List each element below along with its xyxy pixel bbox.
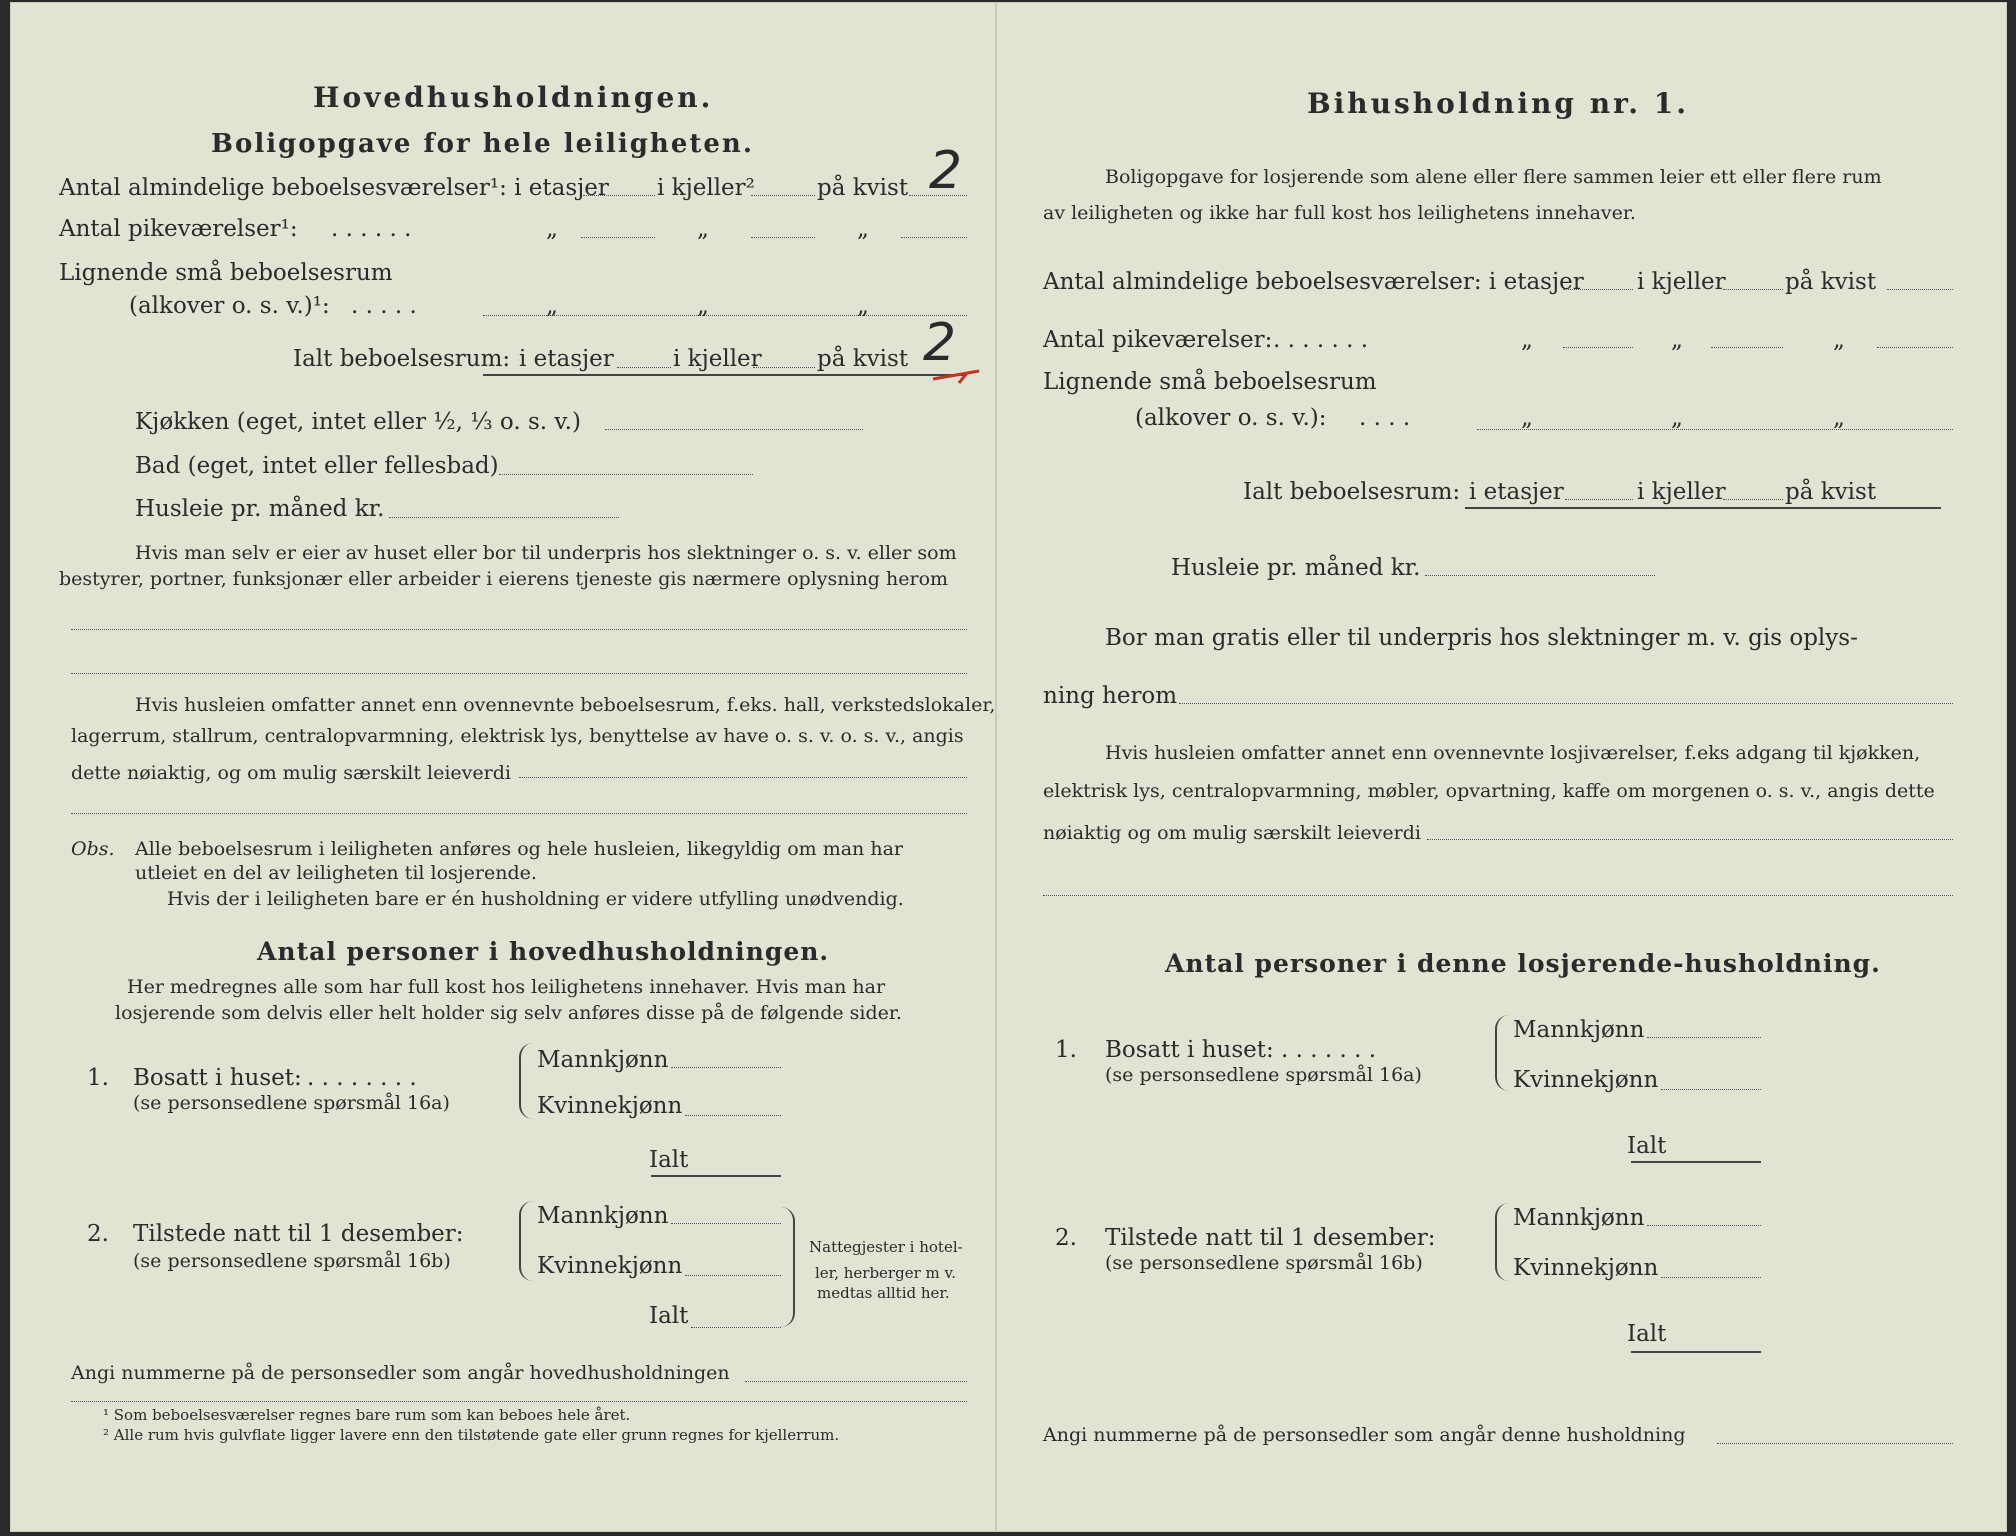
left-ialt-etasjer-line[interactable] bbox=[617, 367, 671, 368]
right-bosatt-dots: . . . . . . . bbox=[1281, 1037, 1377, 1063]
left-lign-dots: . . . . . bbox=[351, 293, 417, 319]
left-husleie: Husleie pr. måned kr. bbox=[135, 496, 385, 522]
left-pike-dots: . . . . . . bbox=[331, 216, 412, 242]
right-gratis-line[interactable] bbox=[1179, 703, 1953, 704]
left-pike-kjeller-line[interactable] bbox=[751, 237, 815, 238]
right-tilstede: Tilstede natt til 1 desember: bbox=[1105, 1225, 1436, 1251]
right-bosatt-kvinne: Kvinnekjønn bbox=[1513, 1067, 1659, 1093]
left-oms-1: Hvis husleien omfatter annet enn ovennevnte beboelsesrum, f.eks. hall, verkstedslokaler, bbox=[135, 694, 996, 716]
left-obs-label: Obs. bbox=[71, 838, 115, 860]
right-lign-quote-3: „ bbox=[1833, 405, 1845, 431]
left-lign-quote-1: „ bbox=[546, 293, 558, 319]
left-obs-1: Alle beboelsesrum i leiligheten anføres og hele husleien, likegyldig om man har bbox=[135, 838, 903, 860]
right-intro-1: Boligopgave for losjerende som alene eller flere sammen leier ett eller flere rum bbox=[1105, 166, 1882, 188]
left-num-2: 2. bbox=[87, 1221, 109, 1247]
left-bosatt-kvinne: Kvinnekjønn bbox=[537, 1093, 683, 1119]
left-pike-etasjer-line[interactable] bbox=[581, 237, 655, 238]
right-tilstede-mann-line[interactable] bbox=[1647, 1225, 1761, 1226]
left-bosatt-mann: Mannkjønn bbox=[537, 1047, 669, 1073]
right-oms-line-2[interactable] bbox=[1043, 895, 1953, 896]
left-tilstede: Tilstede natt til 1 desember: bbox=[133, 1221, 464, 1247]
right-ialt-kvist: på kvist bbox=[1785, 479, 1877, 505]
left-bosatt-ialt-line[interactable] bbox=[651, 1175, 781, 1177]
right-bosatt-kvinne-line[interactable] bbox=[1661, 1089, 1761, 1090]
left-tilstede-mann: Mannkjønn bbox=[537, 1203, 669, 1229]
left-num-1: 1. bbox=[87, 1065, 109, 1091]
right-pike-quote-1: „ bbox=[1521, 327, 1533, 353]
left-bosatt-kvinne-line[interactable] bbox=[685, 1115, 781, 1116]
left-oms-3: dette nøiaktig, og om mulig særskilt leieverdi bbox=[71, 762, 511, 784]
left-paa-kvist: på kvist bbox=[817, 175, 909, 201]
right-alm-kjeller-line[interactable] bbox=[1723, 289, 1783, 290]
right-ialt-etasjer-line[interactable] bbox=[1565, 499, 1633, 500]
right-title: Bihusholdning nr. 1. bbox=[1307, 87, 1689, 120]
right-ialt-underline bbox=[1465, 507, 1941, 509]
left-bosatt: Bosatt i huset: bbox=[133, 1065, 302, 1091]
left-bad: Bad (eget, intet eller fellesbad) bbox=[135, 453, 499, 479]
left-tilstede-brace bbox=[519, 1201, 535, 1281]
right-bosatt-ialt: Ialt bbox=[1627, 1133, 1667, 1159]
left-medregnes-2: losjerende som delvis eller helt holder sig selv anføres disse på de følgende sider. bbox=[115, 1002, 902, 1024]
left-angi: Angi nummerne på de personsedler som angår hovedhusholdningen bbox=[71, 1362, 730, 1384]
right-oms-3: nøiaktig og om mulig særskilt leieverdi bbox=[1043, 822, 1421, 844]
red-check-mark bbox=[929, 365, 989, 387]
left-bosatt-ialt: Ialt bbox=[649, 1147, 689, 1173]
right-num-1: 1. bbox=[1055, 1037, 1077, 1063]
right-gratis-2: ning herom bbox=[1043, 683, 1178, 709]
left-bosatt-dots: . . . . . . . . bbox=[307, 1065, 417, 1091]
right-alm-kjeller: i kjeller bbox=[1637, 269, 1726, 295]
right-gratis-1: Bor man gratis eller til underpris hos slektninger m. v. gis oplys- bbox=[1105, 625, 1858, 651]
left-pike-kvist-line[interactable] bbox=[901, 237, 967, 238]
left-row-alm-label: Antal almindelige beboelsesværelser¹: i etasjer bbox=[59, 175, 609, 201]
right-bosatt-ref: (se personsedlene spørsmål 16a) bbox=[1105, 1064, 1422, 1086]
left-eier-2: bestyrer, portner, funksjonær eller arbeider i eierens tjeneste gis nærmere oplysning herom bbox=[59, 568, 949, 590]
left-bosatt-brace bbox=[519, 1043, 535, 1119]
left-hand-ialt-kvist: 2 bbox=[923, 313, 957, 373]
left-row-lign-1: Lignende små beboelsesrum bbox=[59, 260, 393, 286]
right-husleie-line[interactable] bbox=[1425, 575, 1655, 576]
left-oms-2: lagerrum, stallrum, centralopvarmning, elektrisk lys, benyttelse av have o. s. v. o. s. v., angis bbox=[71, 725, 964, 747]
right-oms-line-1[interactable] bbox=[1427, 839, 1953, 840]
left-hand-alm-kvist: 2 bbox=[929, 141, 963, 201]
right-row-alm-label: Antal almindelige beboelsesværelser: i etasjer bbox=[1043, 269, 1584, 295]
left-ialt-underline bbox=[483, 374, 967, 376]
left-tilstede-mann-line[interactable] bbox=[671, 1223, 781, 1224]
left-ialt-kjeller-line[interactable] bbox=[753, 367, 815, 368]
right-angi: Angi nummerne på de personsedler som angår denne husholdning bbox=[1043, 1424, 1686, 1446]
left-footnote-2: ² Alle rum hvis gulvflate ligger lavere enn den tilstøtende gate eller grunn regnes for kjellerrum. bbox=[103, 1426, 840, 1444]
right-ialt-kjeller: i kjeller bbox=[1637, 479, 1726, 505]
right-tilstede-kvinne-line[interactable] bbox=[1661, 1277, 1761, 1278]
right-lign-baseline bbox=[1477, 429, 1953, 430]
left-ialt-kjeller: i kjeller bbox=[673, 346, 762, 372]
left-row-pike-label: Antal pikeværelser¹: bbox=[59, 216, 298, 242]
left-oms-line-1[interactable] bbox=[519, 777, 967, 778]
right-alm-kvist-line[interactable] bbox=[1887, 289, 1953, 290]
right-bosatt-mann: Mannkjønn bbox=[1513, 1017, 1645, 1043]
left-bosatt-ref: (se personsedlene spørsmål 16a) bbox=[133, 1092, 450, 1114]
left-ialt-label: Ialt beboelsesrum: bbox=[293, 346, 511, 372]
right-row-lign-2: (alkover o. s. v.): bbox=[1135, 405, 1327, 431]
left-footnote-1: ¹ Som beboelsesværelser regnes bare rum som kan beboes hele året. bbox=[103, 1406, 631, 1424]
right-row-pike-label: Antal pikeværelser: bbox=[1043, 327, 1273, 353]
left-natt-3: medtas alltid her. bbox=[817, 1284, 950, 1302]
left-oms-line-2[interactable] bbox=[71, 813, 967, 814]
right-num-2: 2. bbox=[1055, 1225, 1077, 1251]
right-bosatt: Bosatt i huset: bbox=[1105, 1037, 1274, 1063]
left-kjokken-line[interactable] bbox=[605, 429, 863, 430]
right-bosatt-brace bbox=[1495, 1015, 1511, 1091]
right-pike-etasjer-line[interactable] bbox=[1563, 347, 1633, 348]
right-oms-1: Hvis husleien omfatter annet enn ovennevnte losjiværelser, f.eks adgang til kjøkken, bbox=[1105, 742, 1921, 764]
left-natt-brace bbox=[779, 1207, 795, 1327]
left-obs-3: Hvis der i leiligheten bare er én husholdning er videre utfylling unødvendig. bbox=[167, 888, 904, 910]
right-oms-2: elektrisk lys, centralopvarmning, møbler, opvartning, kaffe om morgenen o. s. v., angis dette bbox=[1043, 780, 1935, 802]
left-ialt-etasjer: i etasjer bbox=[519, 346, 614, 372]
left-husleie-line[interactable] bbox=[389, 517, 619, 518]
left-obs-2: utleiet en del av leiligheten til losjerende. bbox=[135, 862, 537, 884]
left-tilstede-kvinne-line[interactable] bbox=[685, 1275, 781, 1276]
right-ialt-kjeller-line[interactable] bbox=[1723, 499, 1783, 500]
right-tilstede-ialt: Ialt bbox=[1627, 1321, 1667, 1347]
page-fold bbox=[995, 3, 997, 1531]
census-form-sheet bbox=[10, 2, 2007, 1532]
right-ialt-label: Ialt beboelsesrum: bbox=[1243, 479, 1461, 505]
left-tilstede-ialt-line[interactable] bbox=[691, 1327, 781, 1328]
left-tilstede-ialt: Ialt bbox=[649, 1303, 689, 1329]
right-alm-kvist: på kvist bbox=[1785, 269, 1877, 295]
right-pike-kvist-line[interactable] bbox=[1877, 347, 1953, 348]
left-tilstede-kvinne: Kvinnekjønn bbox=[537, 1253, 683, 1279]
left-pike-quote-1: „ bbox=[546, 216, 558, 242]
left-eier-1: Hvis man selv er eier av huset eller bor til underpris hos slektninger o. s. v. eller som bbox=[135, 542, 957, 564]
left-title: Hovedhusholdningen. bbox=[313, 81, 714, 114]
right-pike-quote-3: „ bbox=[1833, 327, 1845, 353]
right-tilstede-ialt-line[interactable] bbox=[1631, 1351, 1761, 1353]
left-footnote-rule bbox=[71, 1401, 967, 1402]
left-eier-line-2[interactable] bbox=[71, 673, 967, 674]
right-tilstede-ref: (se personsedlene spørsmål 16b) bbox=[1105, 1252, 1423, 1274]
left-tilstede-ref: (se personsedlene spørsmål 16b) bbox=[133, 1250, 451, 1272]
right-pike-kjeller-line[interactable] bbox=[1711, 347, 1783, 348]
left-bosatt-mann-line[interactable] bbox=[671, 1067, 781, 1068]
right-ialt-etasjer: i etasjer bbox=[1469, 479, 1564, 505]
left-persons-title: Antal personer i hovedhusholdningen. bbox=[257, 937, 830, 966]
right-bosatt-mann-line[interactable] bbox=[1647, 1037, 1761, 1038]
right-persons-title: Antal personer i denne losjerende-husholdning. bbox=[1165, 949, 1881, 978]
left-natt-1: Nattegjester i hotel- bbox=[809, 1238, 963, 1256]
left-medregnes-1: Her medregnes alle som har full kost hos leilighetens innehaver. Hvis man har bbox=[127, 976, 886, 998]
right-intro-2: av leiligheten og ikke har full kost hos leilighetens innehaver. bbox=[1043, 202, 1636, 224]
left-alm-etasjer-line[interactable] bbox=[583, 195, 655, 196]
left-pike-quote-3: „ bbox=[857, 216, 869, 242]
left-subtitle: Boligopgave for hele leiligheten. bbox=[211, 129, 754, 159]
right-lign-quote-2: „ bbox=[1671, 405, 1683, 431]
left-angi-line[interactable] bbox=[745, 1381, 967, 1382]
left-pike-quote-2: „ bbox=[697, 216, 709, 242]
left-lign-quote-2: „ bbox=[697, 293, 709, 319]
right-alm-etasjer-line[interactable] bbox=[1563, 289, 1633, 290]
right-husleie: Husleie pr. måned kr. bbox=[1171, 555, 1421, 581]
left-bad-line[interactable] bbox=[499, 474, 753, 475]
right-bosatt-ialt-line[interactable] bbox=[1631, 1161, 1761, 1163]
left-lign-quote-3: „ bbox=[857, 293, 869, 319]
left-kjeller2: i kjeller² bbox=[657, 175, 755, 201]
left-row-lign-2: (alkover o. s. v.)¹: bbox=[129, 293, 330, 319]
left-alm-kjeller-line[interactable] bbox=[751, 195, 815, 196]
right-tilstede-brace bbox=[1495, 1203, 1511, 1281]
right-lign-dots: . . . . bbox=[1359, 405, 1411, 431]
left-eier-line-1[interactable] bbox=[71, 629, 967, 630]
right-tilstede-mann: Mannkjønn bbox=[1513, 1205, 1645, 1231]
right-angi-line[interactable] bbox=[1717, 1443, 1953, 1444]
left-kjokken: Kjøkken (eget, intet eller ½, ⅓ o. s. v.) bbox=[135, 409, 581, 435]
right-row-lign-1: Lignende små beboelsesrum bbox=[1043, 369, 1377, 395]
right-lign-quote-1: „ bbox=[1521, 405, 1533, 431]
right-tilstede-kvinne: Kvinnekjønn bbox=[1513, 1255, 1659, 1281]
right-pike-quote-2: „ bbox=[1671, 327, 1683, 353]
left-ialt-kvist: på kvist bbox=[817, 346, 909, 372]
right-pike-dots: . . . . . . . bbox=[1273, 327, 1369, 353]
left-natt-2: ler, herberger m v. bbox=[815, 1264, 956, 1282]
